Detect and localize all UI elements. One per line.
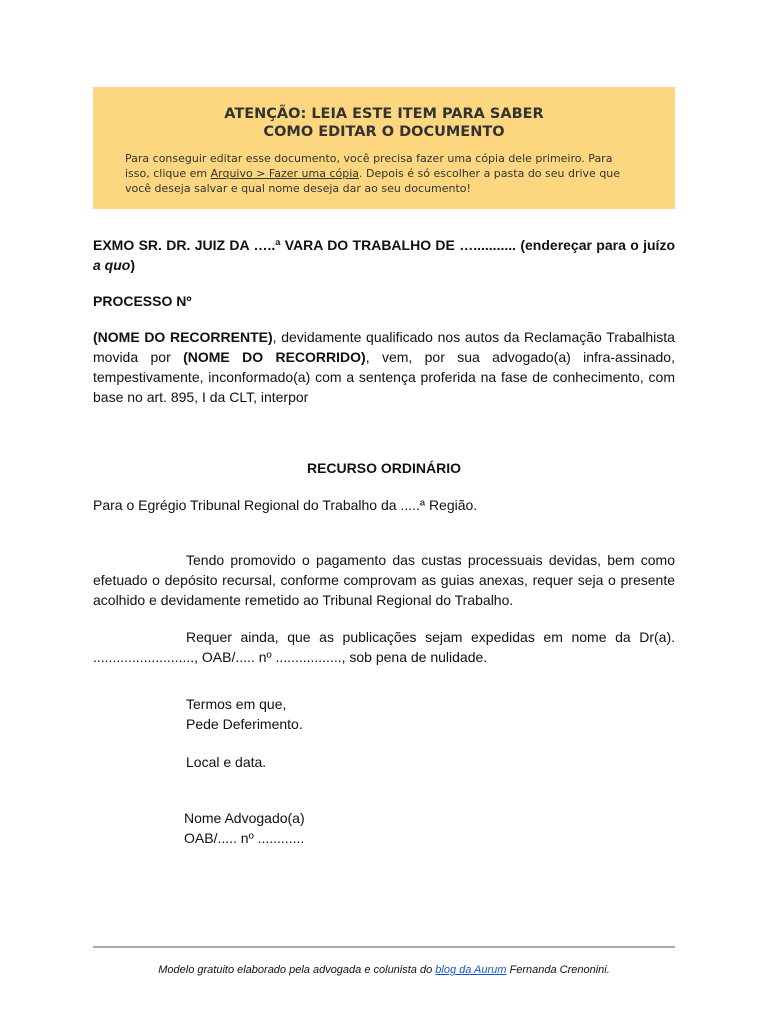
footer-text-2: Fernanda Crenonini. bbox=[506, 964, 610, 976]
footer-text-1: Modelo gratuito elaborado pela advogada e colunista do bbox=[158, 964, 436, 976]
payment-paragraph-text: Tendo promovido o pagamento das custas processuais devidas, bem como efetuado o depósito recursal, conforme comprovam as guias anexas, requer seja o presente acolhido e devidamente remetido ao Tribunal Regional do Trabalho. bbox=[93, 552, 675, 608]
notice-body bbox=[125, 151, 635, 196]
footer-divider bbox=[93, 946, 675, 948]
court-address-a-quo: a quo bbox=[93, 257, 131, 273]
process-number-label: PROCESSO Nº bbox=[93, 293, 192, 309]
appellant-name-placeholder: (NOME DO RECORRENTE) bbox=[93, 329, 273, 345]
notice-menu-path-link[interactable]: Arquivo > Fazer uma cópia bbox=[210, 167, 360, 180]
notice-title bbox=[93, 87, 675, 141]
court-address-close: ) bbox=[130, 257, 136, 273]
court-address-text: EXMO SR. DR. JUIZ DA …..ª VARA DO TRABALHO DE …........... (endereçar para o juízo bbox=[93, 237, 675, 253]
appellee-name-placeholder: (NOME DO RECORRIDO) bbox=[183, 349, 366, 365]
regional-court-line: Para o Egrégio Tribunal Regional do Trabalho da .....ª Região. bbox=[93, 497, 478, 513]
editing-notice-box bbox=[93, 87, 675, 209]
appellant-text-1: , devidamente qualificado nos autos da Reclamação Trabalhista movida por bbox=[93, 329, 675, 365]
closing-terms-line-1: Termos em que, bbox=[186, 696, 287, 712]
lawyer-name: Nome Advogado(a) bbox=[184, 810, 305, 826]
notice-body-text-1: Para conseguir editar esse documento, você precisa fazer uma cópia dele primeiro. Para isso, clique em bbox=[125, 152, 613, 180]
notice-title-line-1: ATENÇÃO: LEIA ESTE ITEM PARA SABER bbox=[224, 106, 544, 122]
lawyer-oab: OAB/..... nº ............ bbox=[184, 830, 305, 846]
appeal-title: RECURSO ORDINÁRIO bbox=[306, 460, 461, 476]
closing-terms-line-2: Pede Deferimento. bbox=[186, 716, 303, 732]
publications-paragraph-text: Requer ainda, que as publicações sejam expedidas em nome da Dr(a). .........................., OAB/..... nº ................., sob pena de nulidade. bbox=[93, 629, 675, 665]
place-and-date: Local e data. bbox=[186, 754, 267, 770]
court-address bbox=[93, 235, 675, 275]
notice-body-text-2: . Depois é só escolher a pasta do seu drive que você deseja salvar e qual nome deseja dar ao seu documento! bbox=[125, 167, 621, 195]
closing-terms bbox=[186, 694, 586, 734]
signature-block bbox=[184, 808, 584, 848]
appellant-text-2: , vem, por sua advogado(a) infra-assinado, tempestivamente, inconformado(a) com a sentença proferida na fase de conhecimento, com base no art. 895, I da CLT, interpor bbox=[93, 349, 675, 405]
notice-title-line-2: COMO EDITAR O DOCUMENTO bbox=[263, 124, 505, 140]
payment-paragraph bbox=[93, 550, 675, 610]
appellant-paragraph bbox=[93, 327, 675, 407]
footer-credit bbox=[93, 963, 675, 977]
blog-link[interactable]: blog da Aurum bbox=[435, 964, 507, 976]
publications-paragraph bbox=[93, 627, 675, 667]
